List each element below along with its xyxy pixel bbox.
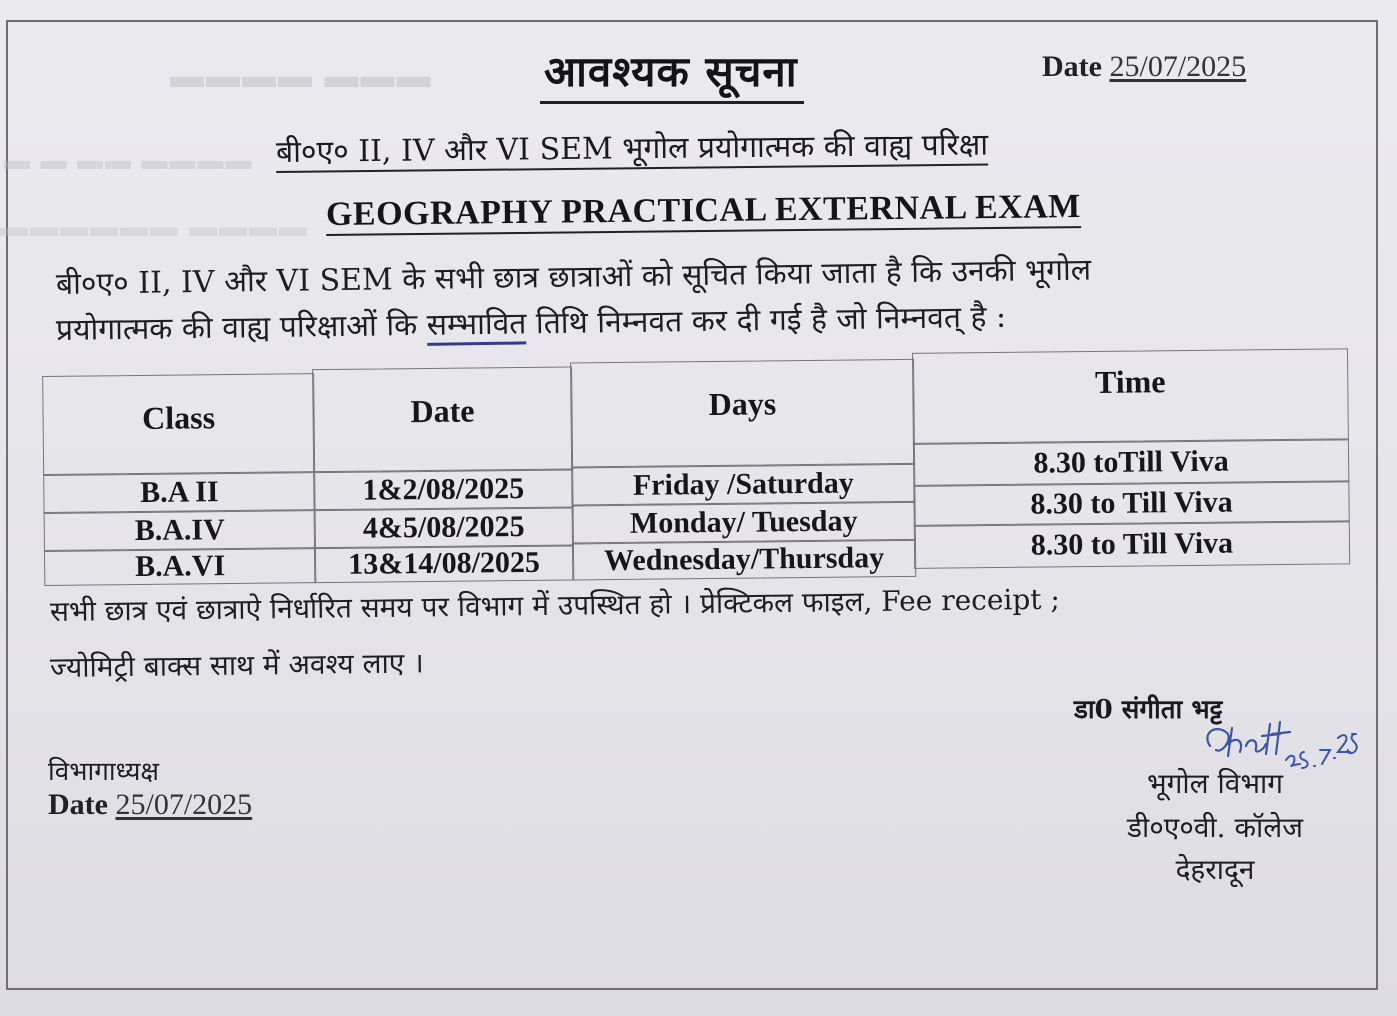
footer-date — [48, 788, 252, 822]
pen-underlined-word: सम्भावित — [426, 306, 526, 345]
table-header-time: Time — [912, 348, 1349, 445]
signatory-college: डी०ए०वी. कॉलेज — [1127, 811, 1303, 844]
instruction-line-1: सभी छात्र एवं छात्राऐ निर्धारित समय पर विभाग में उपस्थित हो । प्रेक्टिकल फाइल, Fee receipt ; — [49, 582, 1061, 628]
paragraph-text: प्रयोगात्मक की वाह्य परिक्षाओं कि — [55, 307, 427, 348]
handwritten-signature — [1196, 694, 1366, 774]
notice-title: आवश्यक सूचना — [540, 42, 804, 104]
exam-title: GEOGRAPHY PRACTICAL EXTERNAL EXAM — [326, 188, 1081, 236]
table-cell-class: B.A.VI — [44, 547, 316, 586]
table-cell-date: 4&5/08/2025 — [314, 506, 574, 549]
date-value: 25/07/2025 — [1109, 50, 1247, 83]
table-cell-date: 1&2/08/2025 — [313, 468, 573, 511]
table-cell-time: 8.30 toTill Viva — [913, 438, 1349, 487]
bleed-through-shadow: ▬▬▬▬▬▬ ▬▬▬▬ — [0, 212, 309, 243]
table-cell-time: 8.30 to Till Viva — [913, 480, 1349, 527]
table-cell-class: B.A.IV — [44, 509, 316, 552]
date-label: Date — [48, 788, 108, 821]
notice-date — [1042, 50, 1246, 84]
table-cell-days: Friday /Saturday — [571, 463, 915, 507]
hod-label: विभागाध्यक्ष — [48, 757, 160, 787]
bleed-through-shadow: ▬ ▬ ▬▬ ▬▬▬▬ — [4, 146, 254, 175]
paragraph-line-1: बी०ए० II, IV और VI SEM के सभी छात्र छात्राओं को सूचित किया जाता है कि उनकी भूगोल — [55, 252, 1092, 302]
table-cell-days: Monday/ Tuesday — [572, 501, 916, 545]
table-header-class: Class — [42, 373, 315, 476]
table-header-days: Days — [570, 359, 915, 469]
signatory-name: डा0 संगीता भट्ट — [1074, 695, 1223, 725]
paragraph-text: तिथि निम्नवत कर दी गई है जो निम्नवत् है : — [526, 299, 1007, 342]
schedule-table — [42, 348, 1354, 584]
date-value: 25/07/2025 — [115, 788, 253, 821]
table-cell-date: 13&14/08/2025 — [314, 544, 574, 583]
signatory-block — [1100, 764, 1330, 894]
bleed-through-shadow: ▬▬▬▬ ▬▬▬ — [170, 58, 433, 95]
signatory-city: देहरादून — [1175, 853, 1255, 886]
table-cell-time: 8.30 to Till Viva — [914, 520, 1350, 569]
signatory-department: भूगोल विभाग — [1146, 767, 1284, 800]
table-cell-class: B.A II — [43, 471, 315, 514]
table-cell-days: Wednesday/Thursday — [572, 539, 916, 581]
notice-subtitle: बी०ए० II, IV और VI SEM भूगोल प्रयोगात्मक की वाह्य परिक्षा — [276, 123, 989, 173]
date-label: Date — [1042, 50, 1102, 83]
instruction-line-2: ज्योमिट्री बाक्स साथ में अवश्य लाए । — [49, 646, 424, 684]
table-header-date: Date — [312, 366, 573, 473]
